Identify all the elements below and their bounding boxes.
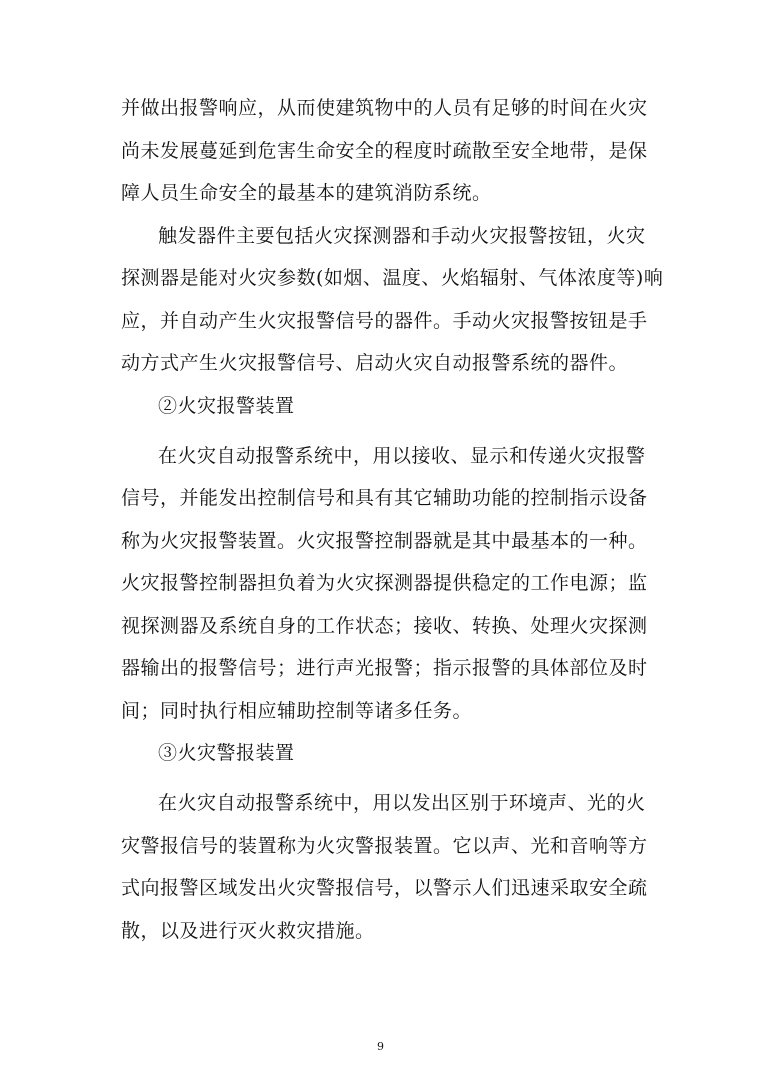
- text-line: 称为火灾报警装置。火灾报警控制器就是其中最基本的一种。: [121, 530, 648, 552]
- text-line: 探测器是能对火灾参数(如烟、温度、火焰辐射、气体浓度等)响: [121, 267, 664, 289]
- text-line: 火灾报警控制器担负着为火灾探测器提供稳定的工作电源；监: [121, 572, 648, 594]
- text-line: 间；同时执行相应辅助控制等诸多任务。: [121, 700, 473, 722]
- text-line: 信号，并能发出控制信号和具有其它辅助功能的控制指示设备: [121, 487, 648, 509]
- text-line: 器输出的报警信号；进行声光报警；指示报警的具体部位及时: [121, 657, 648, 679]
- text-line: 视探测器及系统自身的工作状态；接收、转换、处理火灾探测: [121, 615, 648, 637]
- section-heading: ②火灾报警装置: [158, 395, 295, 417]
- text-line: 应，并自动产生火灾报警信号的器件。手动火灾报警按钮是手: [121, 310, 648, 332]
- paragraph-start-line: 在火灾自动报警系统中，用以发出区别于环境声、光的火: [158, 792, 646, 814]
- text-line: 障人员生命安全的最基本的建筑消防系统。: [121, 182, 492, 204]
- paragraph-start-line: 触发器件主要包括火灾探测器和手动火灾报警按钮，火灾: [158, 225, 646, 247]
- text-line: 动方式产生火灾报警信号、启动火灾自动报警系统的器件。: [121, 352, 629, 374]
- page-number: 9: [377, 1040, 384, 1053]
- text-line: 尚未发展蔓延到危害生命安全的程度时疏散至安全地带，是保: [121, 140, 648, 162]
- text-line: 散，以及进行灭火救灾措施。: [121, 920, 375, 942]
- text-line: 灾警报信号的装置称为火灾警报装置。它以声、光和音响等方: [121, 835, 648, 857]
- text-line: 并做出报警响应，从而使建筑物中的人员有足够的时间在火灾: [121, 97, 648, 119]
- paragraph-start-line: 在火灾自动报警系统中，用以接收、显示和传递火灾报警: [158, 445, 646, 467]
- section-heading: ③火灾警报装置: [158, 742, 295, 764]
- text-line: 式向报警区域发出火灾警报信号，以警示人们迅速采取安全疏: [121, 877, 648, 899]
